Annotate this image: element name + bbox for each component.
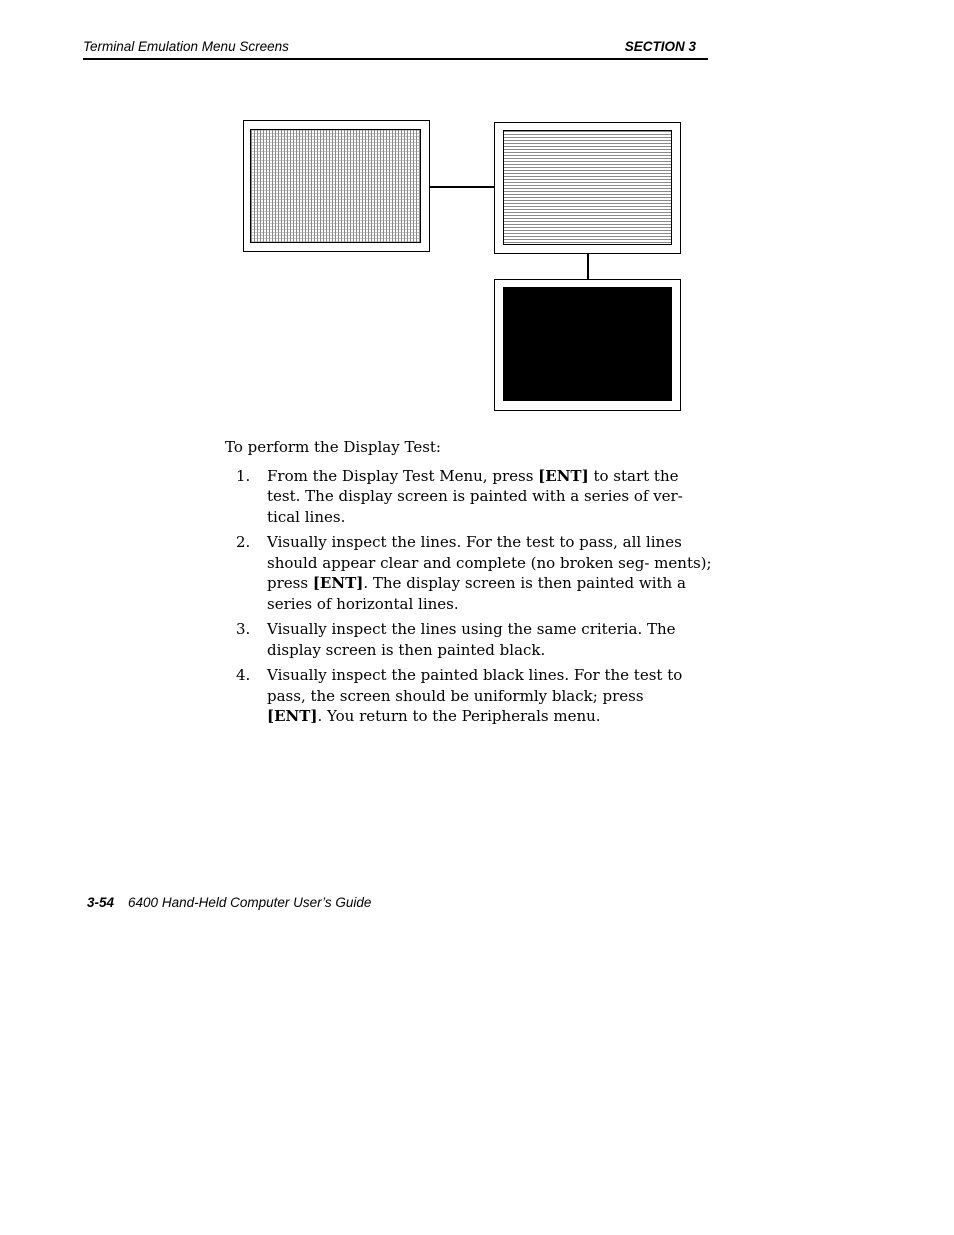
instructions xyxy=(225,437,715,732)
step-text: . You return to the Peripherals menu. xyxy=(317,707,601,725)
key-ent: [ENT] xyxy=(267,707,318,725)
solid-black-pattern xyxy=(503,287,672,401)
step-item xyxy=(225,466,715,528)
black-screen xyxy=(494,279,681,411)
step-item xyxy=(225,619,715,660)
guide-title: 6400 Hand-Held Computer User’s Guide xyxy=(128,895,372,910)
step-text: . The display screen is then painted with a series of horizontal lines. xyxy=(267,574,686,613)
vertical-lines-screen xyxy=(243,120,430,252)
step-text: Visually inspect the lines. For the test to pass, all lines should appear clear and complete (no broken seg- ments); press xyxy=(267,533,712,592)
page-number: 3-54 xyxy=(87,895,115,910)
step-item xyxy=(225,532,715,614)
page-header xyxy=(83,38,708,60)
step-text: Visually inspect the lines using the same criteria. The display screen is then painted black. xyxy=(267,620,676,659)
step-text: From the Display Test Menu, press xyxy=(267,466,539,485)
section-label: SECTION 3 xyxy=(624,39,696,54)
steps-list xyxy=(225,466,715,727)
key-ent: [ENT] xyxy=(538,466,589,485)
step-number: 2. xyxy=(236,533,251,551)
step-number: 3. xyxy=(236,620,251,638)
step-text: Visually inspect the painted black lines. For the test to pass, the screen should be uniformly black; press xyxy=(267,666,683,705)
vertical-lines-pattern xyxy=(250,129,421,243)
intro-text: To perform the Display Test: xyxy=(225,438,441,456)
horizontal-lines-pattern xyxy=(503,130,672,245)
step-text: to start the test. The display screen is painted with a series of ver- tical lines. xyxy=(267,466,683,526)
page-footer xyxy=(87,895,371,910)
step-number: 4. xyxy=(236,666,251,684)
connector-line-vertical xyxy=(587,254,589,279)
step-number: 1. xyxy=(236,466,251,485)
horizontal-lines-screen xyxy=(494,122,681,254)
chapter-title: Terminal Emulation Menu Screens xyxy=(83,39,289,54)
step-item xyxy=(225,665,715,727)
connector-line-horizontal xyxy=(430,186,494,188)
key-ent: [ENT] xyxy=(312,574,364,592)
